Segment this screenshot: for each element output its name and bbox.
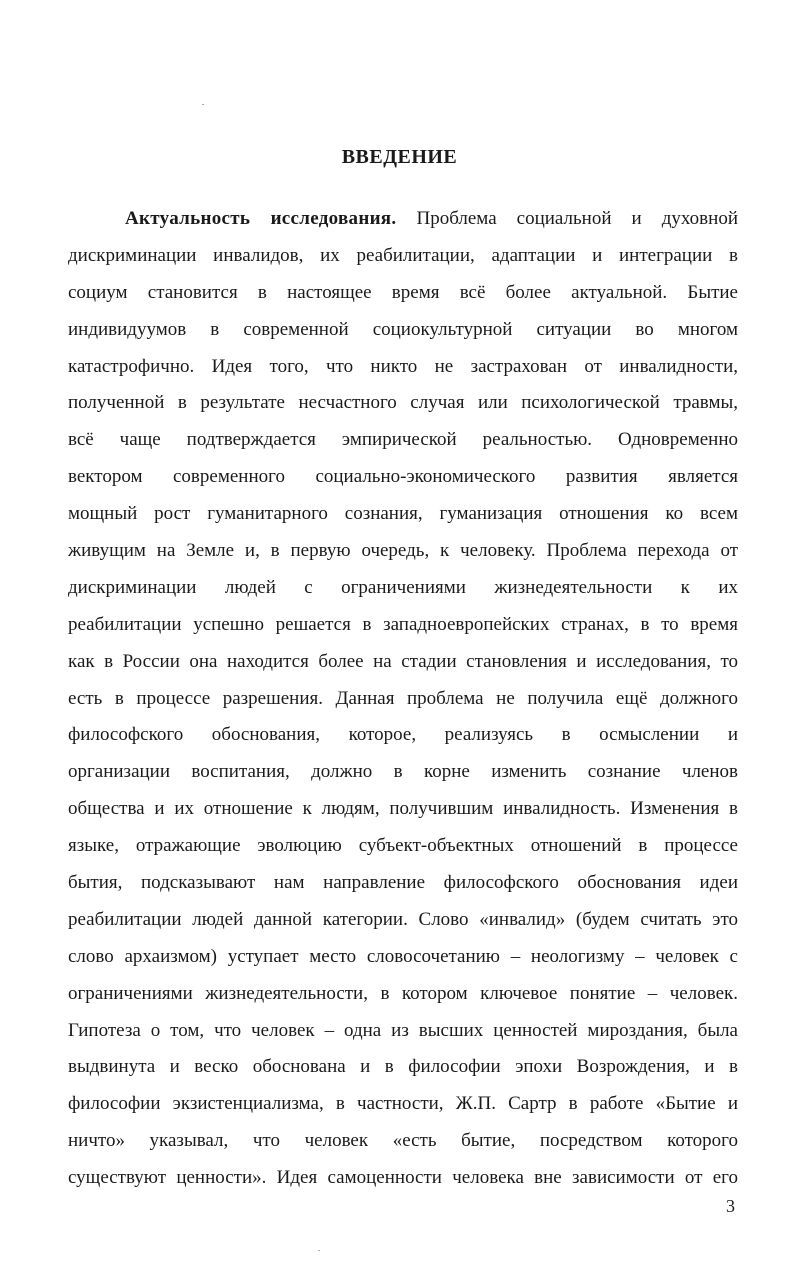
text-line: всё чаще подтверждается эмпирической реальностью. Одновременно xyxy=(68,429,738,451)
text-line: Гипотеза о том, что человек – одна из высших ценностей мироздания, была xyxy=(68,1019,738,1041)
text-line: организации воспитания, должно в корне изменить сознание членов xyxy=(68,761,738,783)
text-line: существуют ценности». Идея самоценности человека вне зависимости от его xyxy=(68,1167,738,1189)
text-line: социум становится в настоящее время всё более актуальной. Бытие xyxy=(68,281,738,303)
text-line: общества и их отношение к людям, получившим инвалидность. Изменения в xyxy=(68,798,738,820)
text-line: ничто» указывал, что человек «есть бытие, посредством которого xyxy=(68,1130,738,1152)
text-line: полученной в результате несчастного случая или психологической травмы, xyxy=(68,392,738,414)
scan-speck xyxy=(202,104,204,105)
text-line: индивидуумов в современной социокультурной ситуации во многом xyxy=(68,318,738,340)
text-line: реабилитации успешно решается в западноевропейских странах, в то время xyxy=(68,613,738,635)
text-line: дискриминации инвалидов, их реабилитации, адаптации и интеграции в xyxy=(68,244,738,266)
text-line xyxy=(68,204,738,241)
text-line: как в России она находится более на стадии становления и исследования, то xyxy=(68,650,738,672)
text-line: ограничениями жизнедеятельности, в котором ключевое понятие – человек. xyxy=(68,982,738,1004)
lead-text: Проблема социальной и духовной xyxy=(396,208,738,229)
text-line: реабилитации людей данной категории. Слово «инвалид» (будем считать это xyxy=(68,908,738,930)
page-number: 3 xyxy=(726,1196,735,1216)
text-line: мощный рост гуманитарного сознания, гуманизация отношения ко всем xyxy=(68,503,738,525)
body-text xyxy=(68,204,738,1200)
lead-heading: Актуальность исследования. xyxy=(125,208,397,229)
text-line: есть в процессе разрешения. Данная проблема не получила ещё должного xyxy=(68,687,738,709)
text-line: живущим на Земле и, в первую очередь, к человеку. Проблема перехода от xyxy=(68,540,738,562)
text-line: вектором современного социально-экономического развития является xyxy=(68,466,738,488)
page-title: ВВЕДЕНИЕ xyxy=(341,146,458,168)
text-line: бытия, подсказывают нам направление философского обоснования идеи xyxy=(68,872,738,894)
text-line: выдвинута и веско обоснована и в философии эпохи Возрождения, и в xyxy=(68,1056,738,1078)
text-line: катастрофично. Идея того, что никто не застрахован от инвалидности, xyxy=(68,355,738,377)
text-line: философского обоснования, которое, реализуясь в осмыслении и xyxy=(68,724,738,746)
text-line: дискриминации людей с ограничениями жизнедеятельности к их xyxy=(68,576,738,598)
scan-speck xyxy=(318,1250,320,1251)
text-line: философии экзистенциализма, в частности, Ж.П. Сартр в работе «Бытие и xyxy=(68,1093,738,1115)
text-line: слово архаизмом) уступает место словосочетанию – неологизму – человек с xyxy=(68,945,738,967)
text-line: языке, отражающие эволюцию субъект-объектных отношений в процессе xyxy=(68,835,738,857)
